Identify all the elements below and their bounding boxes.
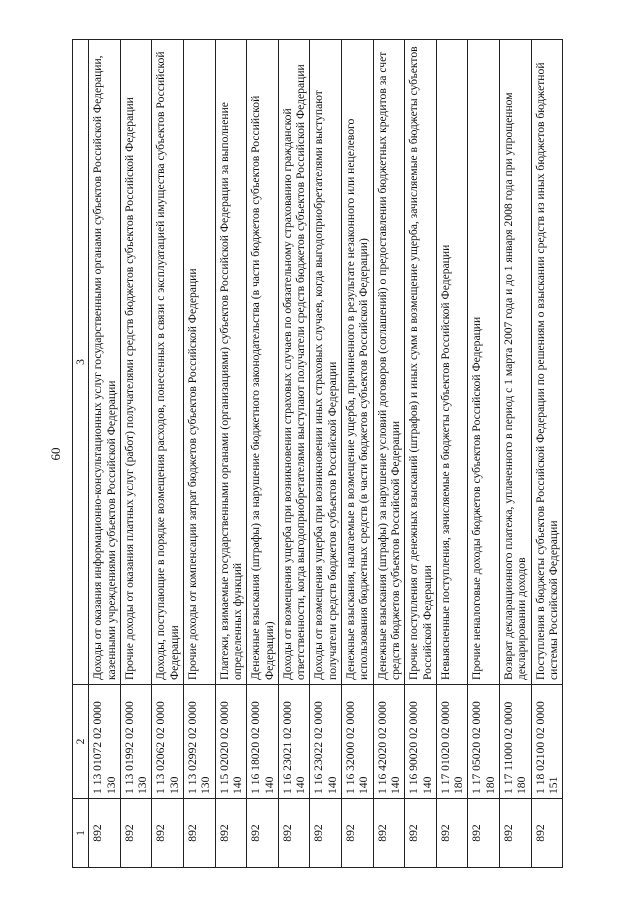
table-row — [373, 40, 405, 868]
table-row — [89, 40, 121, 868]
income-name-cell: Денежные взыскания (штрафы) за нарушение условий договоров (соглашений) о предоставлении бюджетных кредитов за счет средств бюджетов субъектов Российской Федерации — [373, 40, 405, 685]
admin-code-cell: 892 — [152, 799, 184, 868]
table-row — [310, 40, 342, 868]
admin-code-cell: 892 — [247, 799, 279, 868]
admin-code-cell: 892 — [278, 799, 310, 868]
table-row — [531, 40, 563, 868]
admin-code-cell: 892 — [120, 799, 152, 868]
budget-code-cell: 1 16 32000 02 0000 140 — [342, 685, 374, 799]
admin-code-cell: 892 — [184, 799, 216, 868]
revenue-codes-table-wrapper — [72, 40, 563, 868]
table-row — [405, 40, 437, 868]
budget-code-cell: 1 13 02062 02 0000 130 — [152, 685, 184, 799]
income-name-cell: Прочие поступления от денежных взысканий (штрафов) и иных сумм в возмещение ущерба, зачисляемые в бюджеты субъектов Российской Федерации — [405, 40, 437, 685]
admin-code-cell: 892 — [405, 799, 437, 868]
table-row — [152, 40, 184, 868]
income-name-cell: Денежные взыскания (штрафы) за нарушение бюджетного законодательства (в части бюджетов субъектов Российской Федерации) — [247, 40, 279, 685]
revenue-codes-table — [72, 39, 563, 868]
admin-code-cell: 892 — [468, 799, 500, 868]
admin-code-cell: 892 — [500, 799, 532, 868]
budget-code-cell: 1 13 02992 02 0000 130 — [184, 685, 216, 799]
income-name-cell: Прочие доходы от оказания платных услуг (работ) получателями средств бюджетов субъектов Российской Федерации — [120, 40, 152, 685]
income-name-cell: Доходы от оказания информационно-консультационных услуг государственными органами субъектов Российской Федерации, казенными учреждениями субъектов Российской Федерации — [89, 40, 121, 685]
table-row — [184, 40, 216, 868]
page-number: 60 — [48, 447, 63, 461]
budget-code-cell: 1 16 18020 02 0000 140 — [247, 685, 279, 799]
header-col-2: 2 — [73, 685, 89, 799]
admin-code-cell: 892 — [436, 799, 468, 868]
income-name-cell: Доходы, поступающие в порядке возмещения расходов, понесенных в связи с эксплуатацией имущества субъектов Российской Федерации — [152, 40, 184, 685]
admin-code-cell: 892 — [215, 799, 247, 868]
table-row — [247, 40, 279, 868]
admin-code-cell: 892 — [531, 799, 563, 868]
header-col-1: 1 — [73, 799, 89, 868]
budget-code-cell: 1 13 01992 02 0000 130 — [120, 685, 152, 799]
table-row — [215, 40, 247, 868]
budget-code-cell: 1 16 23022 02 0000 140 — [310, 685, 342, 799]
admin-code-cell: 892 — [342, 799, 374, 868]
budget-code-cell: 1 13 01072 02 0000 130 — [89, 685, 121, 799]
header-col-3: 3 — [73, 40, 89, 685]
budget-code-cell: 1 16 23021 02 0000 140 — [278, 685, 310, 799]
income-name-cell: Возврат декларационного платежа, уплаченного в период с 1 марта 2007 года и до 1 января 2008 года при упрощенном декларировании доходов — [500, 40, 532, 685]
income-name-cell: Доходы от возмещения ущерба при возникновении страховых случаев по обязательному страхованию гражданской ответственности, когда выгодоприобретателями выступают получатели средств бюджетов субъектов Российской Федерации — [278, 40, 310, 685]
budget-code-cell: 1 17 05020 02 0000 180 — [468, 685, 500, 799]
income-name-cell: Платежи, взимаемые государственными органами (организациями) субъектов Российской Федерации за выполнение определенных функций — [215, 40, 247, 685]
table-header-row — [73, 40, 89, 868]
budget-code-cell: 1 15 02020 02 0000 140 — [215, 685, 247, 799]
budget-code-cell: 1 16 90020 02 0000 140 — [405, 685, 437, 799]
budget-code-cell: 1 17 01020 02 0000 180 — [436, 685, 468, 799]
table-row — [342, 40, 374, 868]
income-name-cell: Невыясненные поступления, зачисляемые в бюджеты субъектов Российской Федерации — [436, 40, 468, 685]
income-name-cell: Прочие неналоговые доходы бюджетов субъектов Российской Федерации — [468, 40, 500, 685]
rotated-page — [40, 40, 560, 868]
income-name-cell: Поступления в бюджеты субъектов Российской Федерации по решениям о взыскании средств из иных бюджетов бюджетной системы Российской Федерации — [531, 40, 563, 685]
admin-code-cell: 892 — [310, 799, 342, 868]
table-row — [468, 40, 500, 868]
table-row — [500, 40, 532, 868]
budget-code-cell: 1 16 42020 02 0000 140 — [373, 685, 405, 799]
budget-code-cell: 1 18 02100 02 0000 151 — [531, 685, 563, 799]
table-row — [436, 40, 468, 868]
admin-code-cell: 892 — [373, 799, 405, 868]
table-body — [89, 40, 563, 868]
table-row — [120, 40, 152, 868]
income-name-cell: Доходы от возмещения ущерба при возникновении иных страховых случаев, когда выгодоприобретателями выступают получатели средств бюджетов субъектов Российской Федерации — [310, 40, 342, 685]
income-name-cell: Прочие доходы от компенсации затрат бюджетов субъектов Российской Федерации — [184, 40, 216, 685]
admin-code-cell: 892 — [89, 799, 121, 868]
income-name-cell: Денежные взыскания, налагаемые в возмещение ущерба, причиненного в результате незаконного или нецелевого использования бюджетных средств (в части бюджетов субъектов Российской Федерации) — [342, 40, 374, 685]
budget-code-cell: 1 17 11000 02 0000 180 — [500, 685, 532, 799]
table-row — [278, 40, 310, 868]
